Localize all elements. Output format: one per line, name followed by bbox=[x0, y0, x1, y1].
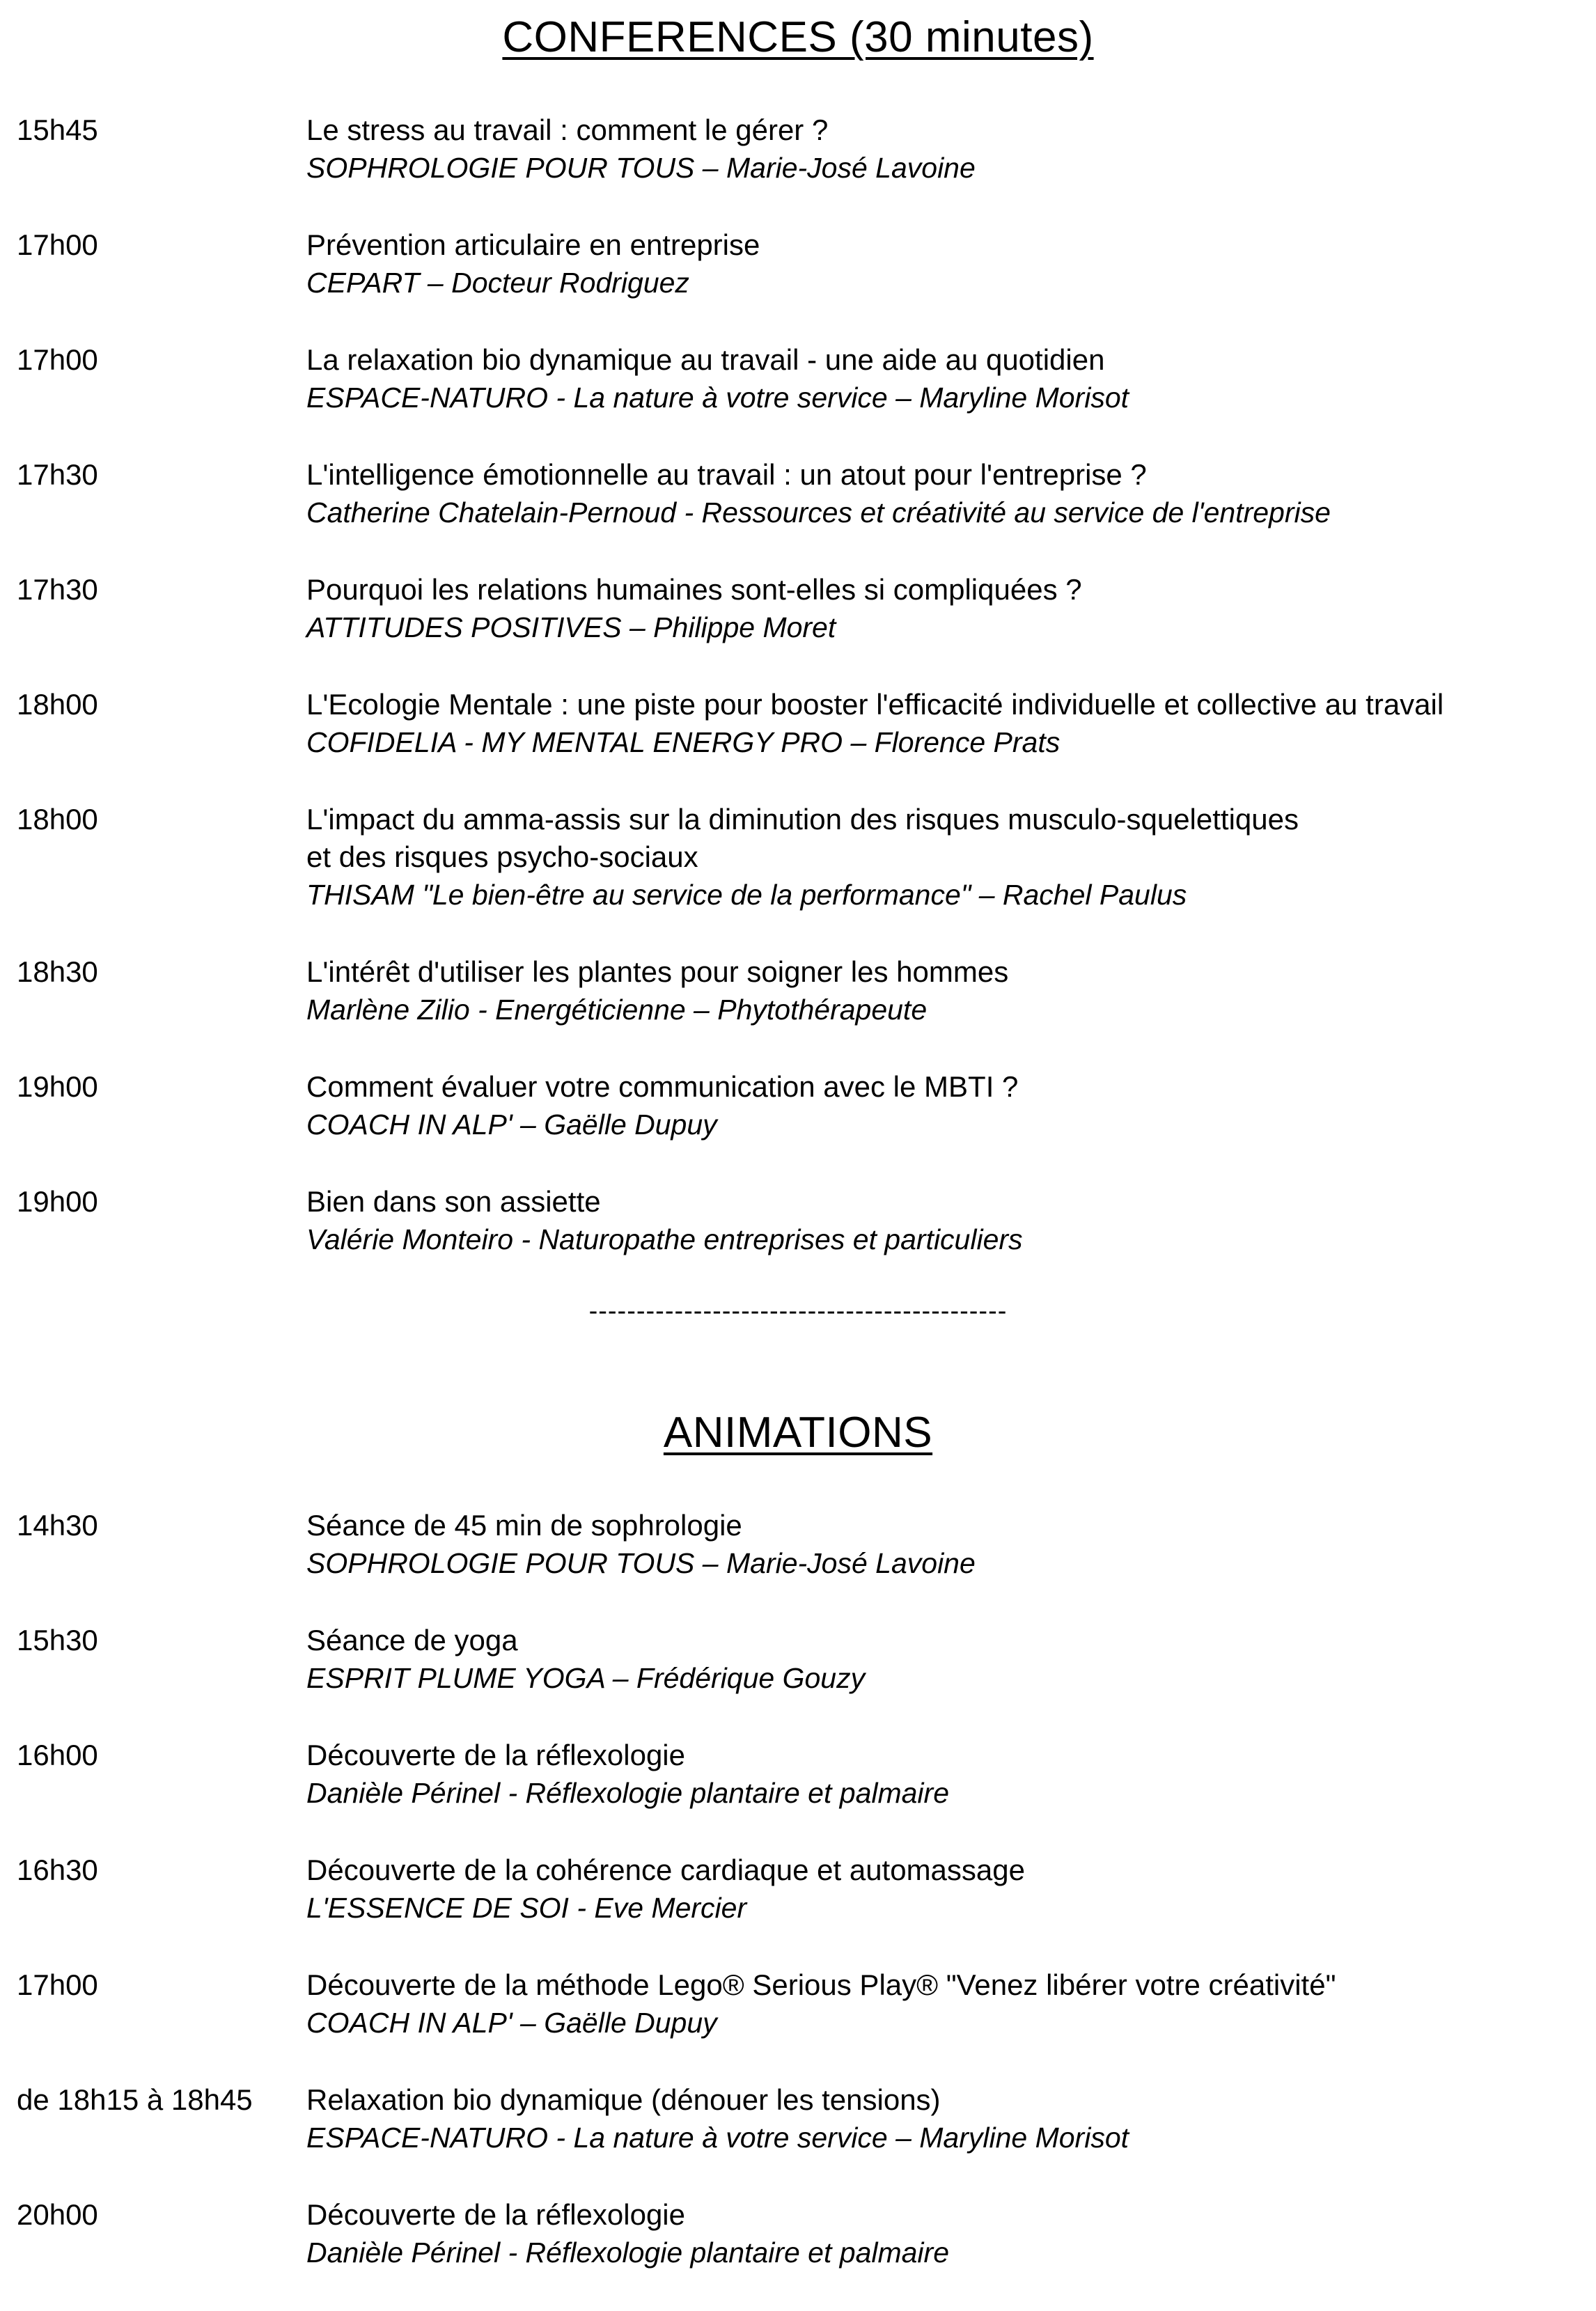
entry-content bbox=[306, 456, 1581, 531]
entry-speaker: ESPRIT PLUME YOGA – Frédérique Gouzy bbox=[306, 1662, 866, 1694]
schedule-entry bbox=[0, 456, 1596, 571]
entry-speaker: COACH IN ALP' – Gaëlle Dupuy bbox=[306, 1109, 717, 1141]
schedule-entry bbox=[0, 1851, 1596, 1966]
entry-time: 14h30 bbox=[17, 1509, 98, 1542]
schedule-entry bbox=[0, 111, 1596, 226]
schedule-entry bbox=[0, 226, 1596, 341]
entry-time: 17h30 bbox=[17, 573, 98, 606]
schedule-entry bbox=[0, 1183, 1596, 1298]
schedule-entry bbox=[0, 2196, 1596, 2311]
entry-time: 18h00 bbox=[17, 688, 98, 721]
entry-speaker: COFIDELIA - MY MENTAL ENERGY PRO – Florence Prats bbox=[306, 726, 1061, 758]
entry-time: 19h00 bbox=[17, 1070, 98, 1103]
entry-time: de 18h15 à 18h45 bbox=[17, 2083, 253, 2116]
entry-title: L'impact du amma-assis sur la diminution des risques musculo-squelettiques et des risques psycho-sociaux bbox=[306, 803, 1299, 873]
entry-speaker: SOPHROLOGIE POUR TOUS – Marie-José Lavoine bbox=[306, 1547, 976, 1579]
entry-content bbox=[306, 2081, 1581, 2156]
entry-time: 17h00 bbox=[17, 343, 98, 376]
entry-time: 15h45 bbox=[17, 113, 98, 146]
entry-content bbox=[306, 341, 1581, 416]
entry-content bbox=[306, 801, 1581, 914]
entry-content bbox=[306, 1851, 1581, 1927]
entry-content bbox=[306, 686, 1581, 761]
entry-speaker: Danièle Périnel - Réflexologie plantaire et palmaire bbox=[306, 2236, 950, 2269]
entry-time: 19h00 bbox=[17, 1185, 98, 1218]
entry-time: 16h30 bbox=[17, 1854, 98, 1886]
entry-title: Le stress au travail : comment le gérer ? bbox=[306, 113, 829, 146]
entry-content bbox=[306, 1183, 1581, 1258]
entry-content bbox=[306, 226, 1581, 301]
entry-time: 17h00 bbox=[17, 228, 98, 261]
entry-time: 16h00 bbox=[17, 1739, 98, 1771]
entry-time: 18h30 bbox=[17, 955, 98, 988]
entry-title: L'intelligence émotionnelle au travail : un atout pour l'entreprise ? bbox=[306, 458, 1147, 491]
schedule-entry bbox=[0, 1622, 1596, 1737]
entry-speaker: THISAM "Le bien-être au service de la performance" – Rachel Paulus bbox=[306, 879, 1187, 911]
entry-content bbox=[306, 111, 1581, 187]
schedule-entry bbox=[0, 2081, 1596, 2196]
entry-time: 15h30 bbox=[17, 1624, 98, 1656]
entry-time: 17h30 bbox=[17, 458, 98, 491]
entry-title: Bien dans son assiette bbox=[306, 1185, 601, 1218]
animations-schedule bbox=[0, 1507, 1596, 2311]
entry-title: La relaxation bio dynamique au travail - une aide au quotidien bbox=[306, 343, 1105, 376]
entry-title: Séance de yoga bbox=[306, 1624, 518, 1656]
schedule-entry bbox=[0, 953, 1596, 1068]
entry-speaker: L'ESSENCE DE SOI - Eve Mercier bbox=[306, 1892, 747, 1924]
conferences-heading: CONFERENCES (30 minutes) bbox=[502, 13, 1094, 61]
entry-speaker: Catherine Chatelain-Pernoud - Ressources et créativité au service de l'entreprise bbox=[306, 496, 1331, 528]
entry-speaker: Valérie Monteiro - Naturopathe entreprises et particuliers bbox=[306, 1223, 1023, 1255]
entry-content bbox=[306, 1622, 1581, 1697]
schedule-entry bbox=[0, 686, 1596, 801]
entry-title: Découverte de la réflexologie bbox=[306, 2198, 685, 2231]
entry-content bbox=[306, 953, 1581, 1028]
schedule-entry bbox=[0, 1068, 1596, 1183]
entry-content bbox=[306, 1966, 1581, 2042]
section-separator: -------------------------------------------- bbox=[588, 1296, 1008, 1326]
entry-time: 17h00 bbox=[17, 1968, 98, 2001]
entry-title: Découverte de la méthode Lego® Serious Play® "Venez libérer votre créativité" bbox=[306, 1968, 1336, 2001]
schedule-entry bbox=[0, 1507, 1596, 1622]
entry-title: Relaxation bio dynamique (dénouer les tensions) bbox=[306, 2083, 941, 2116]
entry-speaker: Danièle Périnel - Réflexologie plantaire et palmaire bbox=[306, 1777, 950, 1809]
schedule-entry bbox=[0, 1737, 1596, 1851]
schedule-entry bbox=[0, 801, 1596, 953]
entry-title: Découverte de la cohérence cardiaque et automassage bbox=[306, 1854, 1025, 1886]
entry-title: Pourquoi les relations humaines sont-elles si compliquées ? bbox=[306, 573, 1082, 606]
entry-content bbox=[306, 1737, 1581, 1812]
entry-title: L'Ecologie Mentale : une piste pour booster l'efficacité individuelle et collective au travail bbox=[306, 688, 1444, 721]
entry-speaker: ESPACE-NATURO - La nature à votre service – Maryline Morisot bbox=[306, 382, 1129, 414]
entry-speaker: CEPART – Docteur Rodriguez bbox=[306, 267, 689, 299]
entry-title: Comment évaluer votre communication avec le MBTI ? bbox=[306, 1070, 1019, 1103]
schedule-entry bbox=[0, 1966, 1596, 2081]
entry-content bbox=[306, 2196, 1581, 2271]
entry-content bbox=[306, 571, 1581, 646]
entry-speaker: SOPHROLOGIE POUR TOUS – Marie-José Lavoine bbox=[306, 152, 976, 184]
entry-speaker: ESPACE-NATURO - La nature à votre service – Maryline Morisot bbox=[306, 2122, 1129, 2154]
entry-speaker: ATTITUDES POSITIVES – Philippe Moret bbox=[306, 611, 836, 643]
entry-title: Séance de 45 min de sophrologie bbox=[306, 1509, 742, 1542]
entry-content bbox=[306, 1068, 1581, 1143]
schedule-entry bbox=[0, 341, 1596, 456]
entry-time: 18h00 bbox=[17, 803, 98, 836]
entry-title: L'intérêt d'utiliser les plantes pour soigner les hommes bbox=[306, 955, 1009, 988]
entry-content bbox=[306, 1507, 1581, 1582]
animations-heading: ANIMATIONS bbox=[663, 1409, 933, 1457]
entry-title: Découverte de la réflexologie bbox=[306, 1739, 685, 1771]
entry-time: 20h00 bbox=[17, 2198, 98, 2231]
entry-title: Prévention articulaire en entreprise bbox=[306, 228, 760, 261]
entry-speaker: Marlène Zilio - Energéticienne – Phytothérapeute bbox=[306, 994, 928, 1026]
entry-speaker: COACH IN ALP' – Gaëlle Dupuy bbox=[306, 2007, 717, 2039]
schedule-entry bbox=[0, 571, 1596, 686]
conferences-schedule bbox=[0, 111, 1596, 1298]
